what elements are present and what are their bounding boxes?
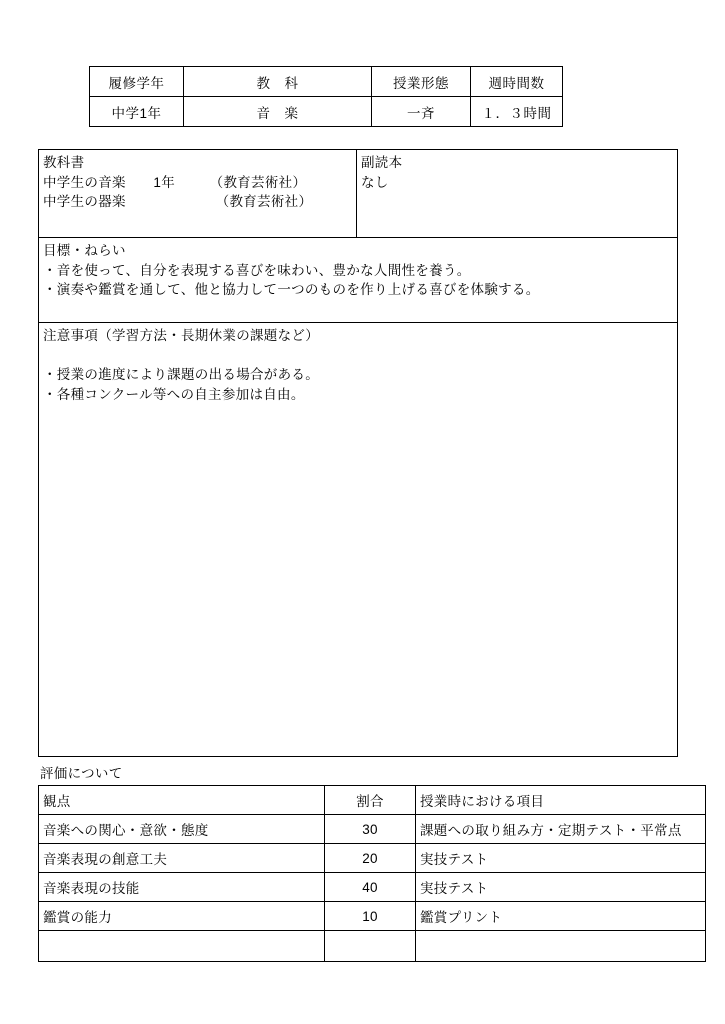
eval-cell-ratio: 20 (325, 844, 416, 873)
value-cell-weekly-hours: １．３時間 (471, 97, 563, 127)
syllabus-body-box (38, 149, 678, 757)
eval-cell-items (416, 931, 706, 962)
header-cell-weekly-hours: 週時間数 (471, 67, 563, 97)
table-row-empty (39, 931, 706, 962)
eval-header-ratio: 割合 (325, 786, 416, 815)
eval-cell-ratio: 30 (325, 815, 416, 844)
eval-cell-viewpoint: 音楽表現の創意工夫 (39, 844, 325, 873)
eval-cell-items: 実技テスト (416, 873, 706, 902)
eval-cell-ratio: 10 (325, 902, 416, 931)
evaluation-table (38, 785, 706, 962)
eval-cell-ratio (325, 931, 416, 962)
section-notes (39, 323, 677, 756)
eval-cell-viewpoint: 鑑賞の能力 (39, 902, 325, 931)
eval-cell-viewpoint (39, 931, 325, 962)
header-cell-subject: 教 科 (184, 67, 372, 97)
eval-cell-viewpoint: 音楽表現の技能 (39, 873, 325, 902)
eval-header-items: 授業時における項目 (416, 786, 706, 815)
evaluation-heading: 評価について (40, 766, 123, 781)
course-header-table (89, 66, 563, 127)
eval-cell-viewpoint: 音楽への関心・意欲・態度 (39, 815, 325, 844)
supplementary-label: 副読本 (361, 155, 403, 170)
table-row-header (39, 786, 706, 815)
table-row (39, 815, 706, 844)
table-row (39, 902, 706, 931)
note-item: ・各種コンクール等への自主参加は自由。 (43, 386, 305, 402)
supplementary-item: なし (361, 174, 389, 190)
table-row-values (90, 97, 563, 127)
eval-cell-ratio: 40 (325, 873, 416, 902)
textbooks-column (39, 150, 357, 237)
table-row (39, 844, 706, 873)
textbook-item: 中学生の音楽 1年 （教育芸術社） (43, 174, 307, 190)
section-textbooks (39, 150, 677, 238)
eval-cell-items: 鑑賞プリント (416, 902, 706, 931)
table-row-header (90, 67, 563, 97)
goals-label: 目標・ねらい (43, 243, 126, 258)
goal-item: ・音を使って、自分を表現する喜びを味わい、豊かな人間性を養う。 (43, 262, 471, 278)
value-cell-grade: 中学1年 (90, 97, 184, 127)
goal-item: ・演奏や鑑賞を通して、他と協力して一つのものを作り上げる喜びを体験する。 (43, 282, 540, 297)
eval-header-viewpoint: 観点 (39, 786, 325, 815)
value-cell-subject: 音 楽 (184, 97, 372, 127)
section-goals (39, 238, 677, 323)
header-cell-class-form: 授業形態 (372, 67, 471, 97)
supplementary-column (357, 150, 677, 237)
eval-cell-items: 課題への取り組み方・定期テスト・平常点 (416, 815, 706, 844)
note-item: ・授業の進度により課題の出る場合がある。 (43, 367, 319, 382)
notes-spacer (43, 346, 677, 366)
notes-label: 注意事項（学習方法・長期休業の課題など） (43, 328, 319, 343)
table-row (39, 873, 706, 902)
value-cell-class-form: 一斉 (372, 97, 471, 127)
header-cell-grade: 履修学年 (90, 67, 184, 97)
eval-cell-items: 実技テスト (416, 844, 706, 873)
textbook-item: 中学生の器楽 （教育芸術社） (43, 194, 313, 209)
textbooks-label: 教科書 (43, 155, 85, 170)
